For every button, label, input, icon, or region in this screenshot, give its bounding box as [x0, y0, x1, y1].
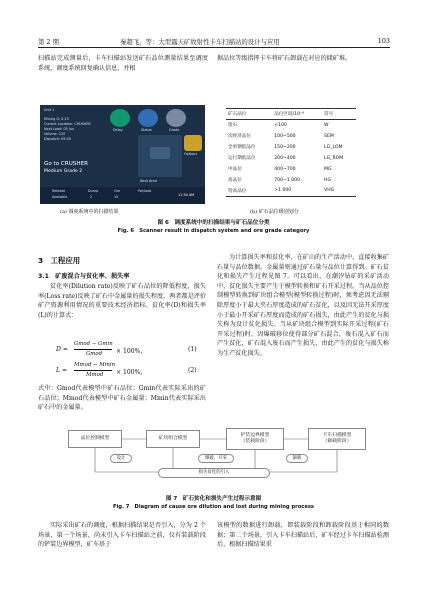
table-cell: LG_ROM: [324, 155, 344, 161]
screen-line: Volume: 120: [44, 132, 66, 136]
table-header: 符号: [322, 109, 356, 120]
bottom-left-paragraph: 实际采出矿石的调度，根据扫描结果是否引入，分为 2 个场景，第一个场景，尚未引入卡车扫描站之前，仅有装载阶段的铲装边界模型，矿车基于: [38, 522, 206, 549]
tile-label: Grade: [169, 128, 180, 132]
bottom-value: 15: [114, 195, 119, 199]
dilution-loss-bar: 损失贫化的引入: [158, 468, 270, 478]
table-cell: W: [324, 122, 329, 128]
table-header: 品位区间/10⁻⁶: [272, 109, 322, 120]
screen-time: 11:34 AM: [178, 193, 195, 197]
formula-numerator: Gmod − Gmin: [74, 341, 113, 347]
screen-line: Dispatch: 09:00: [44, 137, 71, 141]
table-cell: VHG: [322, 186, 356, 197]
medium-grade-label: Medium Grade 2: [44, 169, 83, 174]
tile-label: Delay: [113, 128, 123, 132]
design-label: 设计: [110, 454, 132, 463]
figure6-caption-cn: 图 6 调度系统中的扫描结果与矿石品位分类: [157, 220, 270, 226]
table-cell: 特高品位: [226, 186, 272, 197]
table-cell: LG_LOM: [324, 144, 343, 150]
formula-lhs: D =: [56, 346, 68, 353]
go-to-label: Go to CRUSHER: [44, 161, 88, 167]
page-number: 103: [377, 37, 390, 45]
table-cell: <100: [274, 122, 287, 128]
left-paragraph-1: 贫化率(Dilution rate)反映了矿石品位的降低程度，损失率(Loss rate)反映了矿石中金属量的损失程度，两者都是评价矿产资源利用情况的重要技术经济指标。贫化率(D)和损失率(L)的计算式：: [38, 283, 206, 319]
table-cell: SEM: [324, 133, 334, 139]
left-paragraph-2: 式中：Gmod代表模型中矿石品位；Gmin代表实际采出的矿石品位；Mmod代表模型中矿石金属量；Mmin代表实际采出矿石中的金属量。: [38, 385, 206, 412]
table-row: [226, 153, 356, 164]
box-label: 铲装边界模型 （装载阶段）: [240, 433, 270, 444]
bottom-label: Dump: [88, 189, 99, 193]
running-header: [38, 36, 390, 48]
screen-line: Mining G: 0.25: [44, 117, 69, 121]
subcaption-a: (a) 调度系统中的扫描结果: [60, 209, 119, 215]
figure7-diagram: [48, 424, 382, 484]
table-cell: HG: [324, 177, 332, 183]
formula-loss: [52, 362, 206, 380]
bottom-right-paragraph: 该模型的数据进行卸载，即装载阶段和卸载阶段基于相同的数据；第二个场景，引入卡车扫描站后，矿车经过卡车扫描站检测后，根据扫描结果重: [217, 522, 389, 549]
screen-unit: Unit 1: [44, 108, 55, 112]
box-label: 矿块组合模型: [158, 436, 188, 441]
formula-denominator: Mmod: [86, 372, 104, 378]
formula-denominator: Gmod: [86, 351, 103, 357]
table-row: [226, 175, 356, 186]
grade-tile[interactable]: [166, 109, 186, 127]
tile-label: Options: [184, 152, 198, 156]
table-row: [226, 120, 356, 131]
figure7-caption-en: Fig. 7 Diagram of cause ore dilution and lost during mining process: [112, 504, 315, 510]
right-paragraph: 为计算损失率和贫化率，在矿山的生产活动中，直接收集矿石量与品位数据。金属量则通过矿石量与品位计算得到。矿石贫化和损失产生过程见图 7。可以看出，在潮汐钻矿的采矿活动中，贫化损失主要产生于模型转换和矿石开采过程。当从品位控制模型转换到矿块组合模型(模型转换过程)时，须考虑因无法剔除厚度小于最大夹石厚度造成的矿石贫化，以及因无法开采厚度小于最小开采矿石厚度而造成的矿石损失，由此产生的贫化与损失称为设计贫化损失。当从矿块组合模型到实际开采过程(矿石开采过程)时，因爆破移位使得部分矿石混合，废石混入矿石而产生贫化，矿石混入废石而产生损失，由此产生的贫化与损失称为生产贫化损失。: [217, 254, 389, 357]
status-tile[interactable]: [138, 109, 158, 127]
table-row: [226, 186, 356, 197]
formula-numerator: Mmod − Mmin: [74, 362, 116, 368]
table-cell: >1 000: [272, 186, 322, 197]
dispatch-screen: [40, 105, 205, 204]
delay-tile[interactable]: [110, 109, 130, 127]
bottom-label: Release: [52, 189, 66, 193]
options-tile[interactable]: [184, 135, 202, 151]
truck-icon: [150, 147, 170, 159]
intro-left: 扫描站完成测量后，卡车扫描站发送矿石品位测量结果至调度系统，调度系统回复确认信息，并根: [38, 55, 208, 72]
figure7-caption-cn: 图 7 矿石贫化和损失产生过程示意图: [165, 496, 262, 502]
table-cell: 400~700: [274, 166, 296, 172]
intro-right: 据品位等级指挥卡车将矿石卸载在对应的储矿堆。: [217, 55, 352, 62]
next-area-label: Next Area: [140, 179, 157, 183]
table-cell: 次经济品位: [228, 134, 251, 139]
formula-tail: × 100%，: [116, 369, 147, 376]
table-cell: 700~1 000: [274, 177, 300, 183]
equation-number: (2): [188, 367, 197, 374]
section-title: 3 工程应用: [38, 256, 81, 265]
bottom-label: Ore: [114, 189, 121, 193]
table-cell: 运行期低品位: [228, 156, 256, 161]
blast-mining-label: 爆破、开采: [198, 454, 234, 463]
figure6-caption-en: Fig. 6 Scanner result in dispatch system and ore grade category: [117, 228, 310, 234]
table-cell: 中品位: [228, 167, 242, 172]
bottom-label: Payload: [138, 189, 152, 193]
issue-number: 第 2 期: [38, 38, 59, 46]
equation-number: (1): [188, 346, 197, 353]
map-panel: [138, 135, 182, 177]
table-cell: 100~500: [274, 133, 296, 139]
table-cell: 200~400: [274, 155, 296, 161]
table-cell: 废石: [228, 123, 238, 129]
screen-line: Current Location: CRUSHER: [44, 122, 91, 126]
subsection-title: 3.1 矿废混合与贫化率、损失率: [38, 273, 130, 280]
table-cell: 全单钢低品位: [228, 145, 256, 150]
grade-table: [226, 108, 356, 197]
formula-dilution: [52, 341, 206, 359]
formula-tail: × 100%，: [116, 348, 147, 355]
table-row: [226, 131, 356, 142]
bottom-value: Available: [52, 195, 68, 199]
box-label: 品位控制模型: [80, 436, 110, 441]
table-cell: MG: [324, 166, 332, 172]
table-cell: 高品位: [228, 178, 242, 183]
table-cell: 150~200: [274, 144, 296, 150]
screen-line: Next Load: 05 Jun: [44, 127, 75, 131]
table-row: [226, 164, 356, 175]
table-header: 矿石品位: [226, 109, 272, 120]
table-row: [226, 142, 356, 153]
box-label: 卡车扫描模型 （卸载阶段）: [322, 433, 352, 444]
tile-label: Status: [141, 128, 152, 132]
unload-label: 卸载: [286, 454, 308, 463]
running-title: 秦超飞，等：大型露天矿故射性卡车扫描站的设计与应用: [120, 38, 280, 46]
subcaption-b: (b) 矿石品位级别划分: [250, 209, 299, 215]
formula-lhs: L =: [56, 367, 68, 374]
bottom-value: 2: [90, 195, 93, 199]
